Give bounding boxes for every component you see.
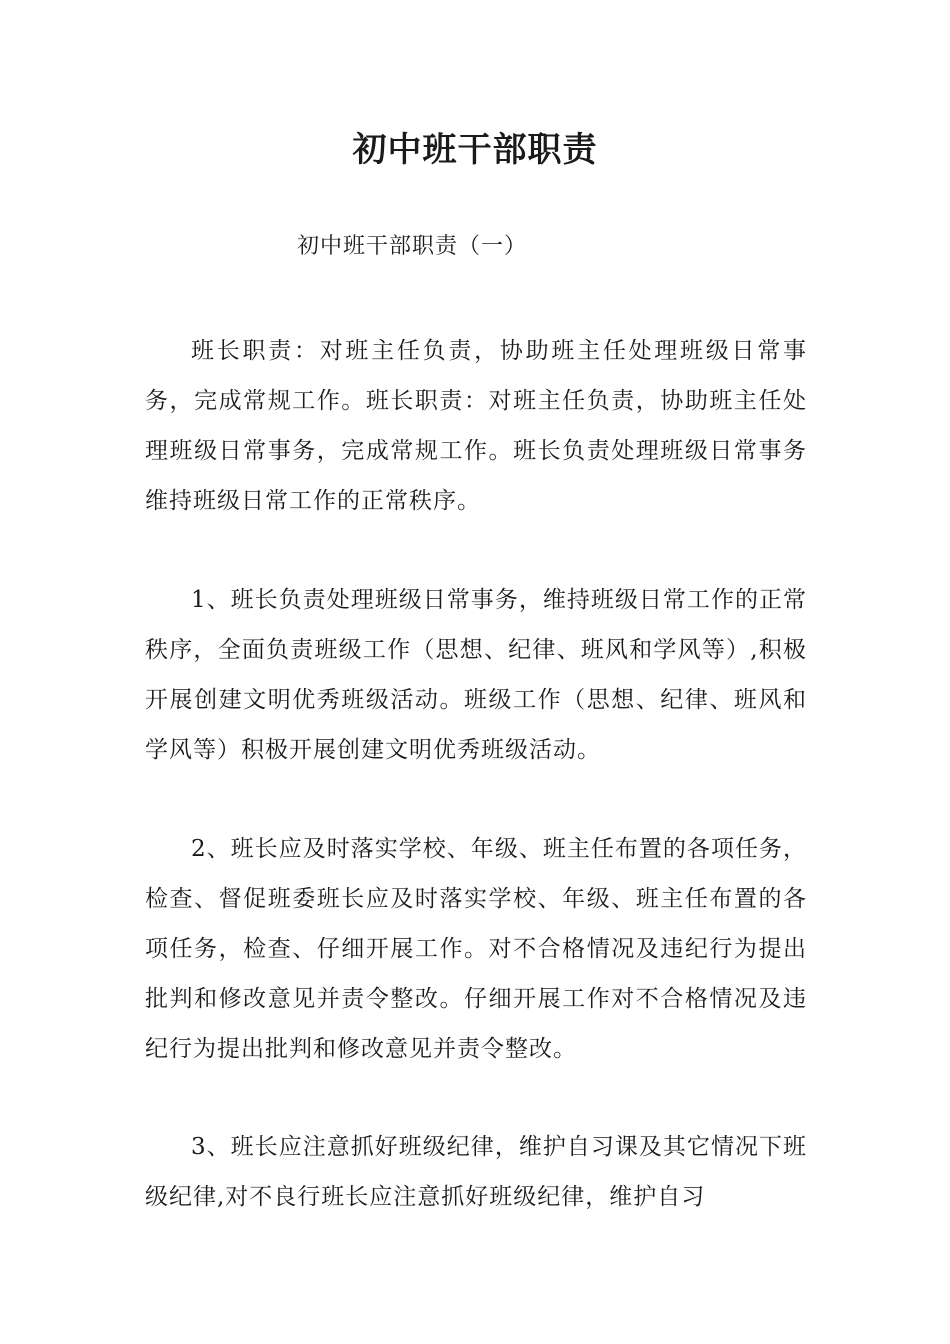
paragraph-item-2: 2、班长应及时落实学校、年级、班主任布置的各项任务，检查、督促班委班长应及时落实学校、年级、班主任布置的各项任务，检查、仔细开展工作。对不合格情况及违纪行为提出批判和修改意见并责令整改。仔细开展工作对不合格情况及违纪行为提出批判和修改意见并责令整改。: [145, 836, 807, 1062]
document-subtitle: 初中班干部职责（一）: [297, 234, 528, 259]
paragraph-class-monitor-duties: 班长职责：对班主任负责，协助班主任处理班级日常事务，完成常规工作。班长职责：对班主任负责，协助班主任处理班级日常事务，完成常规工作。班长负责处理班级日常事务维持班级日常工作的正常秩序。: [145, 338, 807, 514]
document-title: 初中班干部职责: [352, 130, 598, 170]
paragraph-item-3: 3、班长应注意抓好班级纪律，维护自习课及其它情况下班级纪律,对不良行班长应注意抓好班级纪律，维护自习: [145, 1134, 807, 1210]
paragraph-item-1: 1、班长负责处理班级日常事务，维持班级日常工作的正常秩序，全面负责班级工作（思想、纪律、班风和学风等）,积极开展创建文明优秀班级活动。班级工作（思想、纪律、班风和学风等）积极开展创建文明优秀班级活动。: [145, 587, 807, 763]
